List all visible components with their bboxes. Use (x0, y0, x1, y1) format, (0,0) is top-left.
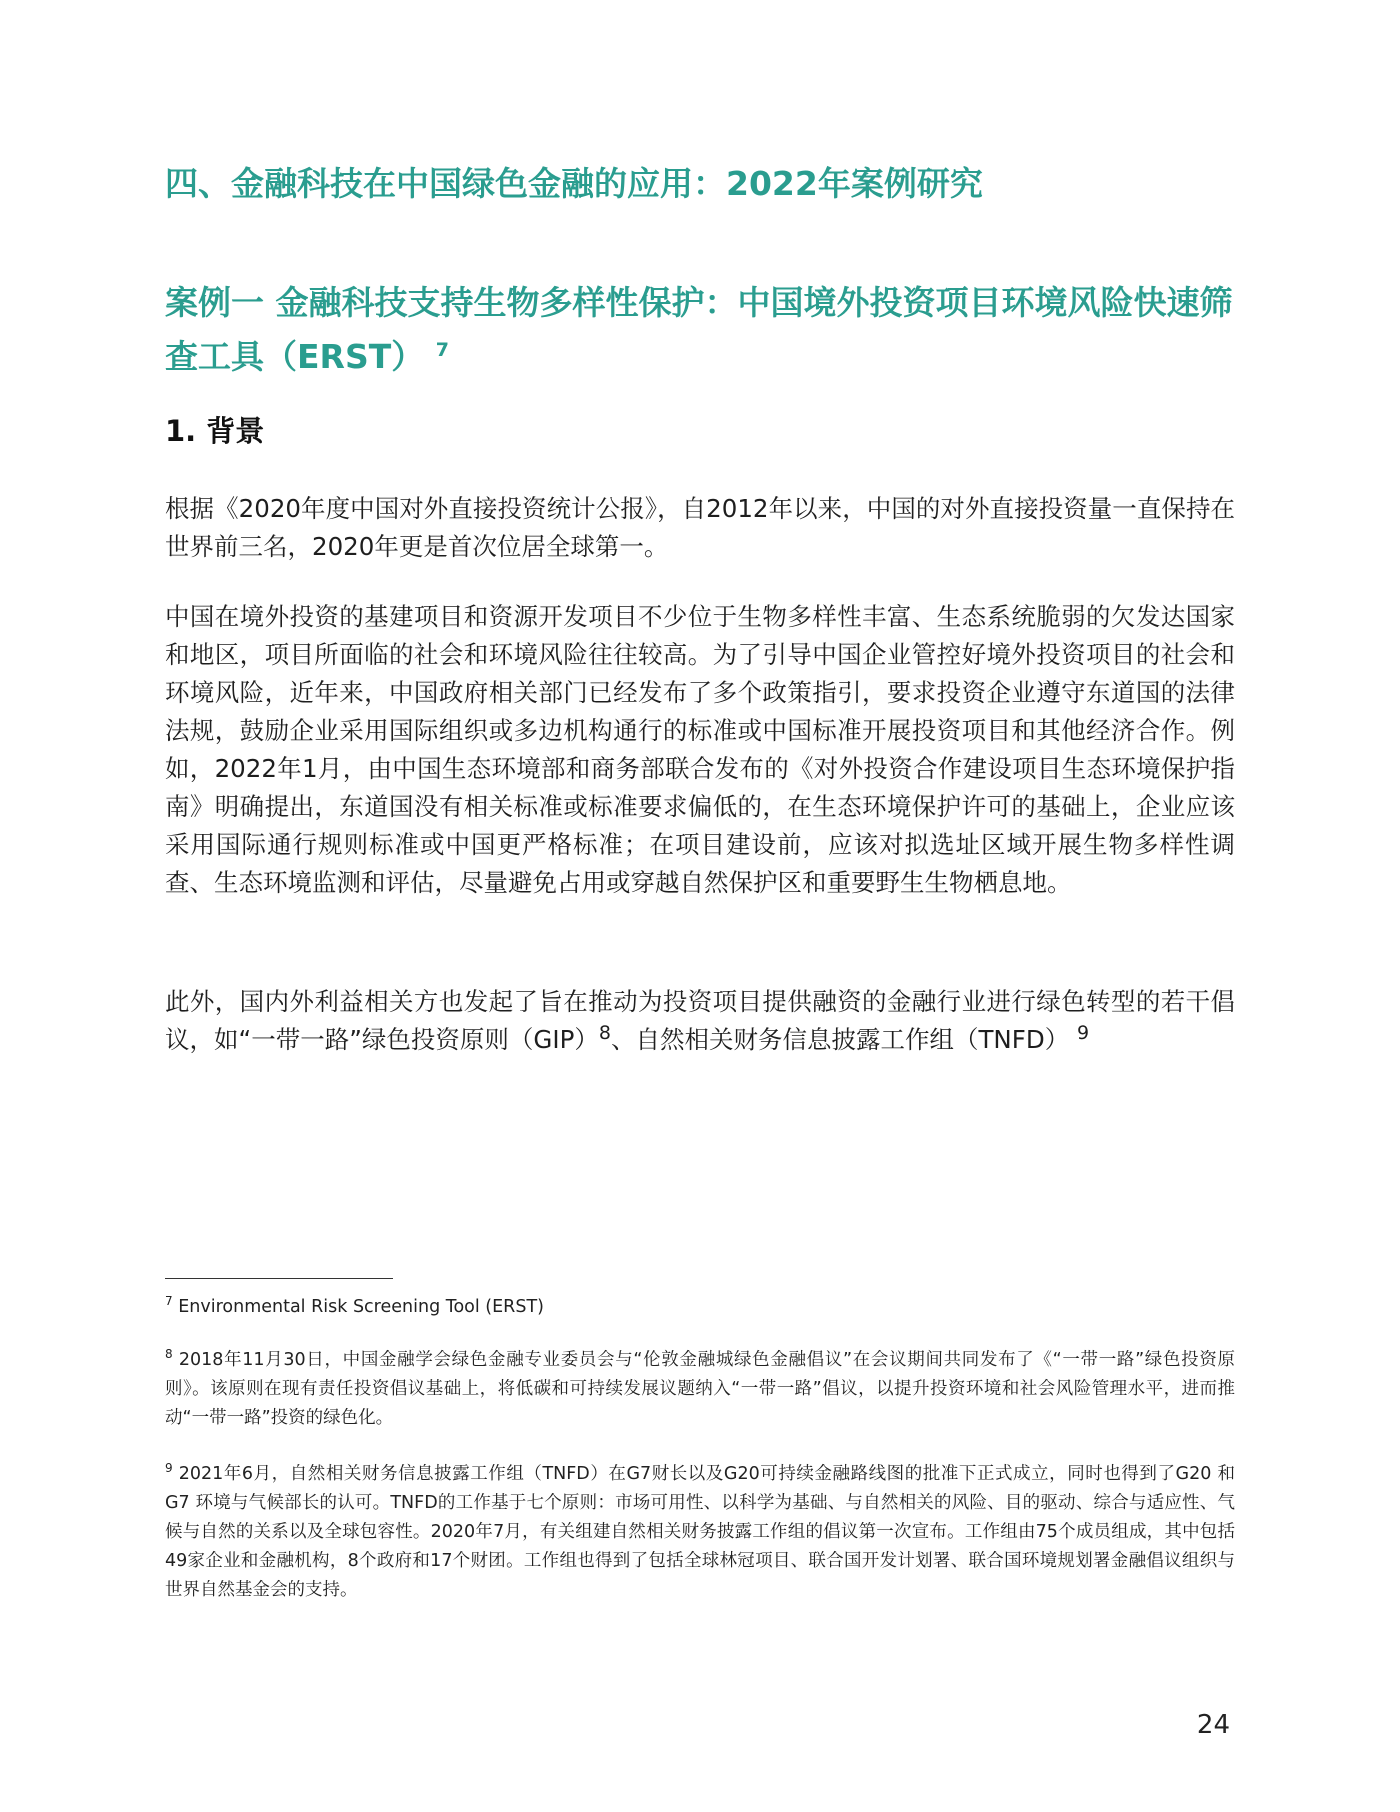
case-title-text: 案例一 金融科技支持生物多样性保护：中国境外投资项目环境风险快速筛查工具（ERST） (165, 283, 1233, 376)
case-title (165, 276, 1245, 384)
subsection-title: 1. 背景 (165, 414, 265, 448)
footnote-9-mark: 9 (165, 1461, 173, 1476)
paragraph-3-text-b: 、自然相关财务信息披露工作组（TNFD） (610, 1025, 1070, 1054)
footnote-7-text: Environmental Risk Screening Tool (ERST) (178, 1297, 544, 1317)
paragraph-3 (165, 983, 1235, 1059)
paragraph-1: 根据《2020年度中国对外直接投资统计公报》，自2012年以来，中国的对外直接投资量一直保持在世界前三名，2020年更是首次位居全球第一。 (165, 494, 1235, 561)
footnote-ref-8[interactable]: 8 (598, 1021, 611, 1044)
footnote-9-text: 2021年6月，自然相关财务信息披露工作组（TNFD）在G7财长以及G20可持续金融路线图的批准下正式成立，同时也得到了G20 和 G7 环境与气候部长的认可。TNFD的工作基于七个原则：市场可用性、以科学为基础、与自然相关的风险、目的驱动、综合与适应性、气候与自然的关系以及全球包容性。2020年7月，有关组建自然相关财务披露工作组的倡议第一次宣布。工作组由75个成员组成，其中包括49家企业和金融机构，8个政府和17个财团。工作组也得到了包括全球林冠项目、联合国开发计划署、联合国环境规划署金融倡议组织与世界自然基金会的支持。 (165, 1464, 1235, 1600)
footnote-8-mark: 8 (165, 1347, 173, 1362)
footnote-ref-9[interactable]: 9 (1077, 1021, 1090, 1044)
footnote-8 (165, 1346, 1235, 1433)
paragraph-3-text-a: 此外，国内外利益相关方也发起了旨在推动为投资项目提供融资的金融行业进行绿色转型的若干倡议，如“一带一路”绿色投资原则（GIP） (165, 987, 1235, 1054)
case-title-footnote-ref[interactable]: 7 (435, 339, 449, 361)
footnote-8-text: 2018年11月30日，中国金融学会绿色金融专业委员会与“伦敦金融城绿色金融倡议”在会议期间共同发布了《“一带一路”绿色投资原则》。该原则在现有责任投资倡议基础上，将低碳和可持续发展议题纳入“一带一路”倡议，以提升投资环境和社会风险管理水平，进而推动“一带一路”投资的绿色化。 (165, 1350, 1235, 1428)
footnote-7 (165, 1293, 1235, 1322)
footnote-divider (165, 1278, 393, 1279)
footnote-7-mark: 7 (165, 1294, 173, 1309)
section-title: 四、金融科技在中国绿色金融的应用：2022年案例研究 (165, 164, 983, 203)
paragraph-2: 中国在境外投资的基建项目和资源开发项目不少位于生物多样性丰富、生态系统脆弱的欠发达国家和地区，项目所面临的社会和环境风险往往较高。为了引导中国企业管控好境外投资项目的社会和环境风险，近年来，中国政府相关部门已经发布了多个政策指引，要求投资企业遵守东道国的法律法规，鼓励企业采用国际组织或多边机构通行的标准或中国标准开展投资项目和其他经济合作。例如，2022年1月，由中国生态环境部和商务部联合发布的《对外投资合作建设项目生态环境保护指南》明确提出，东道国没有相关标准或标准要求偏低的，在生态环境保护许可的基础上，企业应该采用国际通行规则标准或中国更严格标准；在项目建设前，应该对拟选址区域开展生物多样性调查、生态环境监测和评估，尽量避免占用或穿越自然保护区和重要野生生物栖息地。 (165, 602, 1235, 897)
page-number: 24 (1196, 1710, 1230, 1740)
footnote-9 (165, 1460, 1235, 1605)
